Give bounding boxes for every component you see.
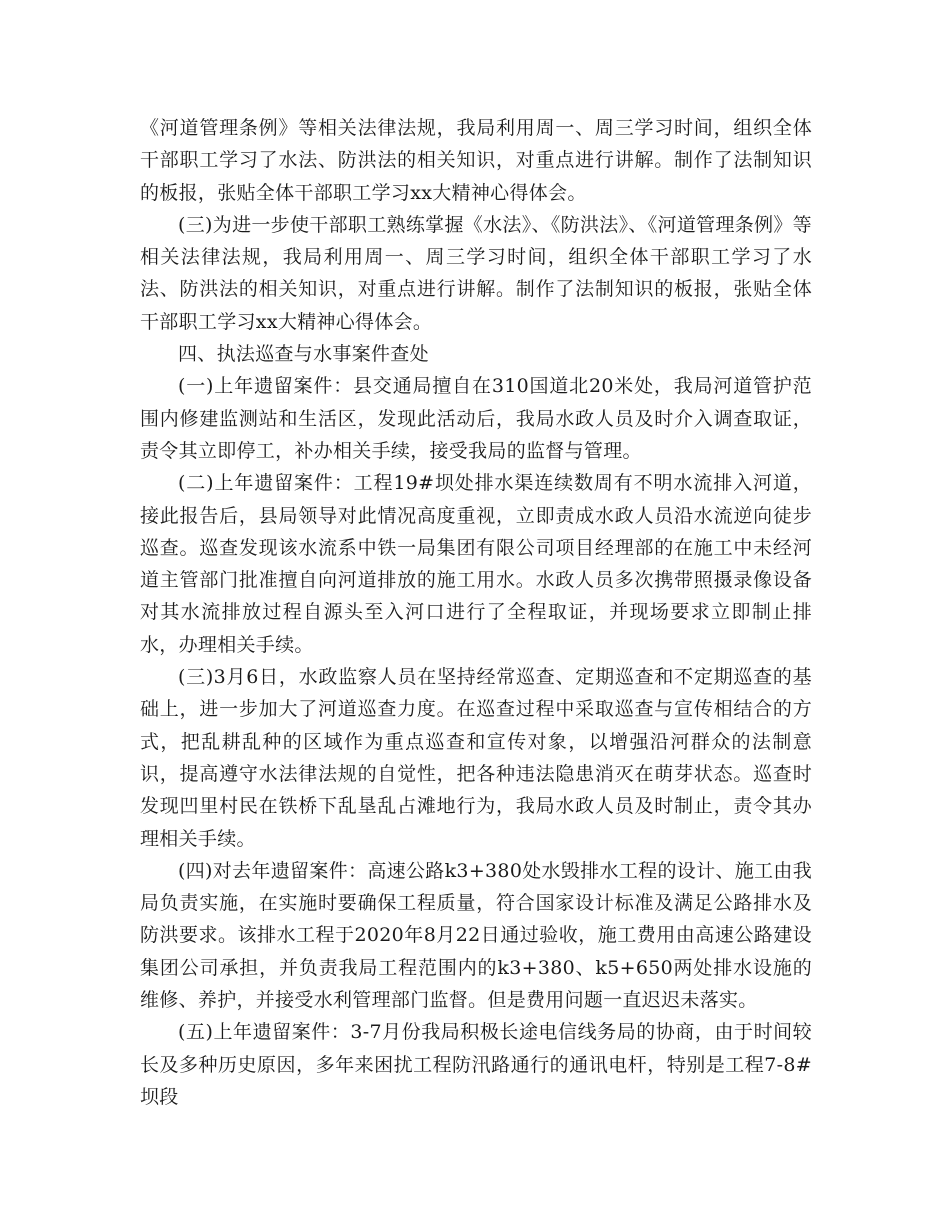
paragraph-case-2: (二)上年遗留案件：工程19#坝处排水渠连续数周有不明水流排入河道，接此报告后，县局领导对此情况高度重视，立即责成水政人员沿水流逆向徒步巡查。巡查发现该水流系中铁一局集团有限公司项目经理部的在施工中未经河道主管部门批准擅自向河道排放的施工用水。水政人员多次携带照摄录像设备对其水流排放过程自源头至入河口进行了全程取证，并现场要求立即制止排水，办理相关手续。 <box>140 472 812 656</box>
document-page <box>140 112 812 1113</box>
section-heading: 四、执法巡查与水事案件查处 <box>178 343 429 366</box>
paragraph-case-3: (三)3月6日，水政监察人员在坚持经常巡查、定期巡查和不定期巡查的基础上，进一步加大了河道巡查力度。在巡查过程中采取巡查与宣传相结合的方式，把乱耕乱种的区域作为重点巡查和宣传对象，以增强沿河群众的法制意识，提高遵守水法律法规的自觉性，把各种违法隐患消灭在萌芽状态。巡查时发现凹里村民在铁桥下乱垦乱占滩地行为，我局水政人员及时制止，责令其办理相关手续。 <box>140 666 812 850</box>
paragraph-case-1: (一)上年遗留案件：县交通局擅自在310国道北20米处，我局河道管护范围内修建监测站和生活区，发现此活动后，我局水政人员及时介入调查取证，责令其立即停工，补办相关手续，接受我局的监督与管理。 <box>140 375 812 462</box>
paragraph-item-3: (三)为进一步使干部职工熟练掌握《水法》、《防洪法》、《河道管理条例》等相关法律法规，我局利用周一、周三学习时间，组织全体干部职工学习了水法、防洪法的相关知识，对重点进行讲解。制作了法制知识的板报，张贴全体干部职工学习xx大精神心得体会。 <box>140 213 812 333</box>
paragraph-case-5: (五)上年遗留案件：3-7月份我局积极长途电信线务局的协商，由于时间较长及多种历史原因，多年来困扰工程防汛路通行的通讯电杆，特别是工程7-8#坝段 <box>140 1021 812 1108</box>
paragraph-continuation: 《河道管理条例》等相关法律法规，我局利用周一、周三学习时间，组织全体干部职工学习了水法、防洪法的相关知识，对重点进行讲解。制作了法制知识的板报，张贴全体干部职工学习xx大精神心得体会。 <box>140 117 812 204</box>
paragraph-case-4: (四)对去年遗留案件：高速公路k3+380处水毁排水工程的设计、施工由我局负责实施，在实施时要确保工程质量，符合国家设计标准及满足公路排水及防洪要求。该排水工程于2020年8月22日通过验收，施工费用由高速公路建设集团公司承担，并负责我局工程范围内的k3+380、k5+650两处排水设施的维修、养护，并接受水利管理部门监督。但是费用问题一直迟迟未落实。 <box>140 859 812 1012</box>
